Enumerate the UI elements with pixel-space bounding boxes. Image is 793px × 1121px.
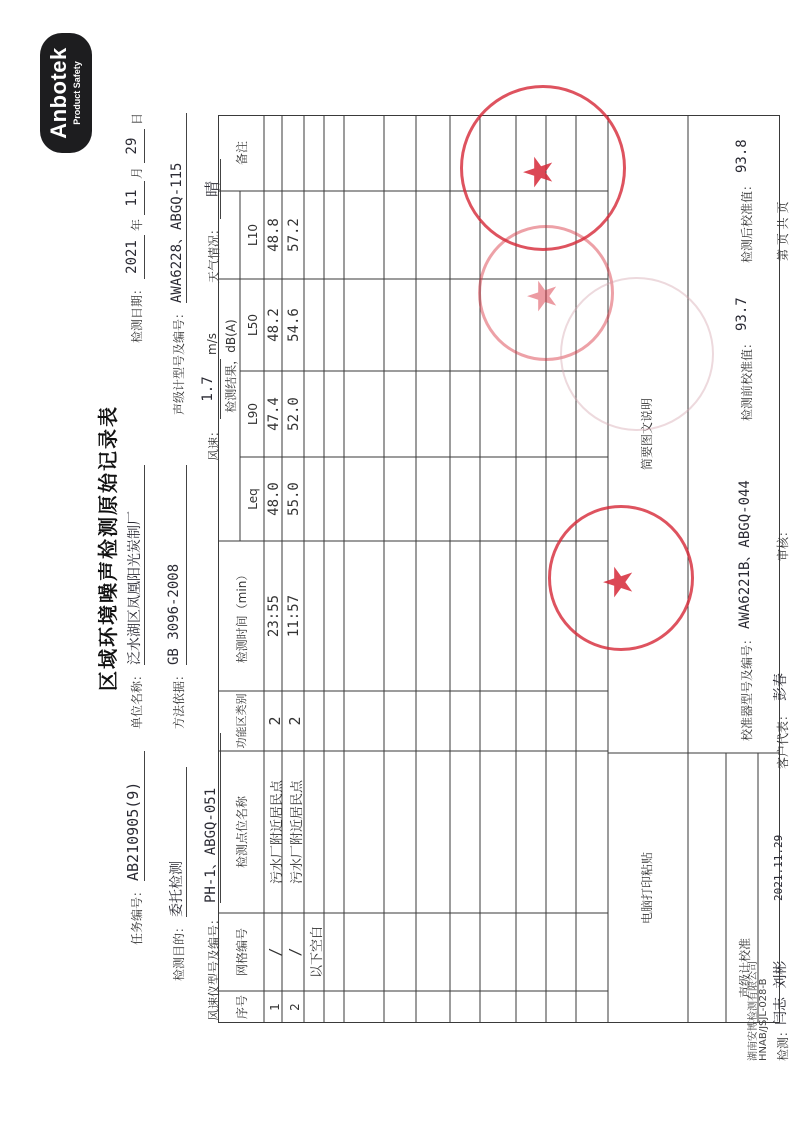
print-paste-label: 电脑打印粘贴 xyxy=(640,852,654,925)
form-code: HNAB/JSJL-028-B xyxy=(758,978,769,1061)
unit-label: 单位名称： xyxy=(130,668,144,729)
anemometer-label: 风速仪型号及编号： xyxy=(207,912,221,1021)
bureau-seal-stamp xyxy=(548,505,694,651)
row1-grid: / xyxy=(266,947,284,957)
calibrator-label: 声级计型号及编号： xyxy=(172,306,186,415)
page-indicator: 第 页 共 页 xyxy=(776,201,790,261)
row2-leq: 55.0 xyxy=(286,482,302,516)
method-value: GB 3096-2008 xyxy=(166,465,187,665)
day-word: 日 xyxy=(130,112,144,125)
row2-zone: 2 xyxy=(286,716,304,726)
reviewer-label: 审核： xyxy=(776,524,790,561)
task-no-label: 任务编号： xyxy=(130,884,144,945)
stamp-star-icon: ★ xyxy=(516,154,562,190)
client-signature: 彭春 xyxy=(773,673,789,701)
company-name: 湖南安博检测有限公司 xyxy=(748,961,759,1061)
wind-unit: m/s xyxy=(205,333,219,355)
method-label: 方法依据： xyxy=(172,668,186,729)
logo-brand: Anbotek xyxy=(46,47,71,139)
row2-point: 污水厂附近居民点 xyxy=(290,780,305,885)
item-value: 委托检测 xyxy=(166,767,187,917)
wind-value: 1.7 xyxy=(200,359,221,419)
faint-ghost-stamp xyxy=(560,277,714,431)
row1-seq: 1 xyxy=(268,1003,282,1011)
date-month: 11 xyxy=(124,181,145,215)
row2-l90: 52.0 xyxy=(286,397,302,431)
before-value: 93.7 xyxy=(734,297,750,331)
row2-time: 11:57 xyxy=(286,594,302,638)
logo-tagline: Product Safety xyxy=(72,61,82,125)
month-word: 月 xyxy=(130,166,144,179)
header-leq: Leq xyxy=(246,488,260,510)
tester-date: 2021.11.29 xyxy=(772,834,785,901)
stamp-star-icon: ★ xyxy=(520,278,566,314)
after-value: 93.8 xyxy=(734,139,750,173)
header-grid: 网格编号 xyxy=(235,928,249,977)
header-l10: L10 xyxy=(246,224,260,246)
year-word: 年 xyxy=(130,218,144,231)
tester-label: 检测： xyxy=(776,1024,790,1061)
blank-below-note: 以下空白 xyxy=(310,926,325,979)
task-no: AB210905(9) xyxy=(124,751,145,881)
weather-label: 天气情况： xyxy=(207,222,221,283)
calibrator-value: AWA6228、ABGQ-115 xyxy=(166,113,187,303)
wind-label: 风速： xyxy=(207,424,221,461)
stamp-star-icon: ★ xyxy=(596,564,642,600)
row1-leq: 48.0 xyxy=(266,482,282,516)
header-seq: 序号 xyxy=(235,995,249,1020)
calibration-label: 声级计校准 xyxy=(738,938,752,999)
header-l90: L90 xyxy=(246,403,260,425)
before-label: 检测前校准值： xyxy=(740,336,754,421)
row2-seq: 2 xyxy=(288,1003,302,1011)
header-results: 检测结果，dB(A) xyxy=(224,319,238,413)
item-label: 检测目的： xyxy=(172,920,186,981)
row2-grid: / xyxy=(286,947,304,957)
row1-l90: 47.4 xyxy=(266,397,282,431)
row2-l50: 54.6 xyxy=(286,308,302,342)
calib-model-value: AWA6221B、ABGQ-044 xyxy=(737,480,753,629)
diagram-label: 简要图文说明 xyxy=(640,398,654,471)
header-time: 检测时间（min） xyxy=(235,568,249,664)
client-label: 客户代表： xyxy=(776,708,790,769)
header-zone: 功能区类别 xyxy=(235,693,248,749)
row1-time: 23:55 xyxy=(266,594,282,638)
date-year: 2021 xyxy=(124,235,145,279)
row1-point: 污水厂附近居民点 xyxy=(270,780,285,885)
row1-zone: 2 xyxy=(266,716,284,726)
row2-l10: 57.2 xyxy=(286,218,302,252)
header-remark: 备注 xyxy=(235,141,249,166)
date-day: 29 xyxy=(124,129,145,163)
anbotek-logo xyxy=(40,33,92,153)
unit-name: 泛水湖区凤凰阳光炭制厂 xyxy=(124,465,145,665)
date-label: 检测日期： xyxy=(130,282,144,343)
calib-model-label: 校准器型号及编号： xyxy=(740,632,754,741)
page-title: 区域环境噪声检测原始记录表 xyxy=(96,405,120,691)
header-point: 检测点位名称 xyxy=(235,796,249,869)
header-l50: L50 xyxy=(246,314,260,336)
after-label: 检测后校准值： xyxy=(740,178,754,263)
tester-signature: 闫志 刘彬 xyxy=(773,960,789,1025)
row1-l10: 48.8 xyxy=(266,218,282,252)
anemometer-value: PH-1、ABGQ-051 xyxy=(200,733,221,903)
row1-l50: 48.2 xyxy=(266,308,282,342)
weather-value: 晴 xyxy=(200,159,221,219)
